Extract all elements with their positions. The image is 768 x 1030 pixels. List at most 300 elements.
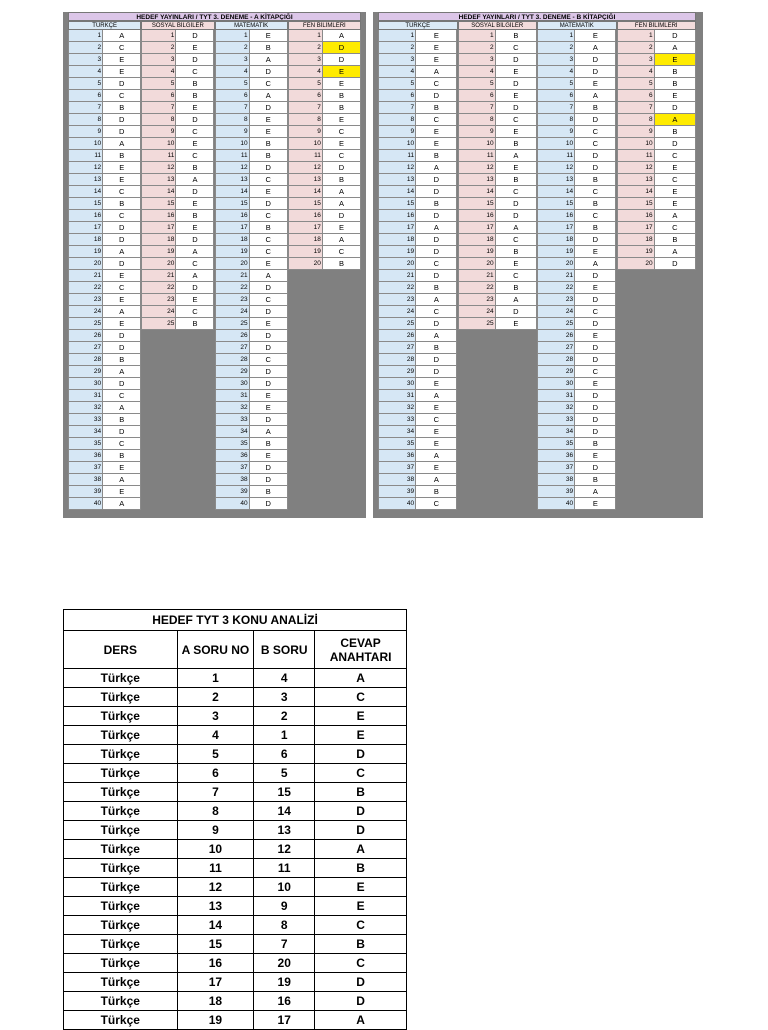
answer-row [215, 30, 288, 42]
answer-letter: E [496, 90, 537, 102]
answer-row [378, 270, 458, 282]
answer-row [141, 174, 214, 186]
question-number: 38 [378, 474, 416, 486]
table-row [64, 1011, 407, 1030]
answer-key-sheet-b [373, 12, 703, 518]
answer-row [215, 222, 288, 234]
answer-row [458, 42, 538, 54]
answer-row [288, 114, 361, 126]
a-soru-no-cell: 13 [177, 897, 254, 916]
answer-column [141, 30, 214, 510]
answer-letter: E [103, 162, 141, 174]
question-number: 17 [537, 222, 575, 234]
answer-letter: C [103, 42, 141, 54]
answer-letter: D [575, 162, 616, 174]
question-number: 16 [537, 210, 575, 222]
answer-row [537, 390, 617, 402]
question-number: 29 [215, 366, 250, 378]
answer-row [288, 210, 361, 222]
table-row [64, 916, 407, 935]
question-number: 13 [141, 174, 176, 186]
answer-row [215, 426, 288, 438]
answer-letter: D [416, 174, 457, 186]
answer-row [617, 66, 697, 78]
answer-row [141, 54, 214, 66]
sheet-a-columns [68, 30, 361, 510]
answer-letter: E [655, 54, 696, 66]
answer-letter: A [655, 42, 696, 54]
question-number: 24 [458, 306, 496, 318]
answer-row [617, 78, 697, 90]
answer-letter: C [103, 282, 141, 294]
answer-row [458, 234, 538, 246]
answer-letter: E [655, 198, 696, 210]
b-soru-cell: 12 [254, 840, 315, 859]
answer-row [378, 438, 458, 450]
answer-row [378, 330, 458, 342]
answer-letter: B [416, 102, 457, 114]
answer-letter: E [575, 330, 616, 342]
answer-letter: C [496, 186, 537, 198]
answer-row [68, 498, 141, 510]
answer-row [537, 270, 617, 282]
answer-letter: C [575, 210, 616, 222]
question-number: 1 [141, 30, 176, 42]
cevap-cell: C [315, 954, 407, 973]
question-number: 24 [537, 306, 575, 318]
answer-letter: A [176, 174, 214, 186]
answer-letter: D [103, 234, 141, 246]
answer-row [458, 78, 538, 90]
sheet-a-header-fen: FEN BİLİMLERİ [288, 21, 361, 30]
answer-row [537, 426, 617, 438]
question-number: 22 [141, 282, 176, 294]
answer-row [617, 234, 697, 246]
answer-letter: A [103, 30, 141, 42]
answer-letter: B [250, 150, 288, 162]
answer-row [617, 138, 697, 150]
answer-letter: E [176, 294, 214, 306]
question-number: 16 [68, 210, 103, 222]
answer-letter: E [323, 222, 361, 234]
answer-row [537, 222, 617, 234]
answer-letter: E [176, 222, 214, 234]
answer-letter: E [575, 498, 616, 510]
answer-row [68, 174, 141, 186]
answer-row [141, 90, 214, 102]
answer-row [141, 66, 214, 78]
question-number: 13 [215, 174, 250, 186]
question-number: 5 [141, 78, 176, 90]
question-number: 16 [378, 210, 416, 222]
table-row [64, 688, 407, 707]
answer-row [215, 186, 288, 198]
answer-letter: C [655, 174, 696, 186]
answer-letter: C [416, 258, 457, 270]
ders-cell: Türkçe [64, 745, 178, 764]
question-number: 15 [141, 198, 176, 210]
answer-row [378, 66, 458, 78]
answer-letter: A [103, 498, 141, 510]
question-number: 6 [141, 90, 176, 102]
ders-cell: Türkçe [64, 707, 178, 726]
table-row [64, 821, 407, 840]
answer-row [378, 174, 458, 186]
answer-letter: D [176, 186, 214, 198]
answer-row [215, 66, 288, 78]
answer-row [537, 102, 617, 114]
answer-letter: D [250, 378, 288, 390]
answer-row [458, 114, 538, 126]
answer-letter: A [655, 114, 696, 126]
answer-row [68, 366, 141, 378]
konu-analizi-table [63, 609, 407, 1030]
answer-row [458, 306, 538, 318]
answer-row [537, 438, 617, 450]
answer-letter: D [250, 102, 288, 114]
question-number: 20 [617, 258, 655, 270]
table-row [64, 707, 407, 726]
question-number: 9 [458, 126, 496, 138]
question-number: 18 [617, 234, 655, 246]
answer-row [537, 450, 617, 462]
answer-row [617, 174, 697, 186]
answer-row [617, 186, 697, 198]
answer-row [378, 390, 458, 402]
question-number: 4 [215, 66, 250, 78]
answer-letter: B [575, 174, 616, 186]
answer-letter: D [575, 234, 616, 246]
answer-row [68, 138, 141, 150]
answer-row [288, 66, 361, 78]
answer-row [215, 330, 288, 342]
question-number: 11 [68, 150, 103, 162]
header-ders: DERS [64, 631, 178, 669]
answer-row [458, 162, 538, 174]
question-number: 23 [378, 294, 416, 306]
b-soru-cell: 2 [254, 707, 315, 726]
answer-letter: C [176, 126, 214, 138]
ders-cell: Türkçe [64, 859, 178, 878]
question-number: 36 [537, 450, 575, 462]
question-number: 35 [215, 438, 250, 450]
answer-row [378, 30, 458, 42]
cevap-cell: C [315, 764, 407, 783]
answer-row [537, 414, 617, 426]
question-number: 38 [215, 474, 250, 486]
answer-letter: D [655, 138, 696, 150]
answer-row [68, 186, 141, 198]
answer-letter: B [416, 198, 457, 210]
answer-letter: D [575, 426, 616, 438]
answer-row [378, 258, 458, 270]
table-row [64, 897, 407, 916]
question-number: 12 [288, 162, 323, 174]
answer-row [141, 42, 214, 54]
answer-row [215, 102, 288, 114]
question-number: 2 [617, 42, 655, 54]
question-number: 10 [215, 138, 250, 150]
answer-row [141, 162, 214, 174]
question-number: 10 [288, 138, 323, 150]
question-number: 20 [215, 258, 250, 270]
question-number: 26 [215, 330, 250, 342]
question-number: 4 [141, 66, 176, 78]
table-row [64, 954, 407, 973]
answer-letter: E [416, 54, 457, 66]
answer-row [537, 366, 617, 378]
konu-analizi-body [64, 669, 407, 1030]
question-number: 14 [537, 186, 575, 198]
answer-letter: E [323, 138, 361, 150]
ders-cell: Türkçe [64, 840, 178, 859]
answer-row [378, 246, 458, 258]
answer-letter: C [103, 210, 141, 222]
answer-row [288, 174, 361, 186]
answer-letter: D [103, 222, 141, 234]
question-number: 12 [378, 162, 416, 174]
question-number: 8 [215, 114, 250, 126]
answer-row [215, 486, 288, 498]
answer-letter: B [103, 150, 141, 162]
answer-row [215, 42, 288, 54]
answer-row [537, 126, 617, 138]
cevap-cell: B [315, 859, 407, 878]
answer-letter: D [575, 270, 616, 282]
answer-row [378, 474, 458, 486]
answer-letter: E [416, 138, 457, 150]
answer-letter: C [176, 306, 214, 318]
answer-row [458, 174, 538, 186]
answer-row [68, 54, 141, 66]
answer-row [68, 222, 141, 234]
answer-row [288, 198, 361, 210]
answer-row [215, 318, 288, 330]
question-number: 29 [537, 366, 575, 378]
answer-row [537, 234, 617, 246]
answer-letter: A [416, 162, 457, 174]
answer-letter: B [103, 414, 141, 426]
a-soru-no-cell: 8 [177, 802, 254, 821]
header-b-soru: B SORU [254, 631, 315, 669]
answer-row [68, 402, 141, 414]
question-number: 30 [378, 378, 416, 390]
answer-letter: D [250, 306, 288, 318]
answer-letter: E [496, 66, 537, 78]
question-number: 39 [537, 486, 575, 498]
question-number: 34 [68, 426, 103, 438]
answer-row [537, 78, 617, 90]
a-soru-no-cell: 2 [177, 688, 254, 707]
answer-row [215, 414, 288, 426]
answer-row [288, 126, 361, 138]
answer-row [68, 342, 141, 354]
answer-letter: C [496, 114, 537, 126]
answer-row [458, 90, 538, 102]
answer-letter: A [575, 258, 616, 270]
cevap-cell: D [315, 745, 407, 764]
answer-letter: D [250, 474, 288, 486]
question-number: 26 [68, 330, 103, 342]
answer-letter: D [250, 414, 288, 426]
answer-letter: E [250, 318, 288, 330]
question-number: 5 [68, 78, 103, 90]
answer-row [141, 186, 214, 198]
answer-letter: D [416, 234, 457, 246]
answer-letter: B [103, 198, 141, 210]
answer-letter: C [323, 150, 361, 162]
b-soru-cell: 4 [254, 669, 315, 688]
answer-letter: A [416, 294, 457, 306]
answer-row [215, 342, 288, 354]
question-number: 18 [215, 234, 250, 246]
answer-letter: D [176, 54, 214, 66]
answer-letter: B [250, 486, 288, 498]
question-number: 20 [537, 258, 575, 270]
ders-cell: Türkçe [64, 802, 178, 821]
answer-row [141, 282, 214, 294]
answer-letter: E [416, 426, 457, 438]
a-soru-no-cell: 6 [177, 764, 254, 783]
answer-letter: D [496, 210, 537, 222]
answer-row [215, 354, 288, 366]
answer-letter: C [575, 126, 616, 138]
answer-letter: C [250, 294, 288, 306]
b-soru-cell: 10 [254, 878, 315, 897]
table-row [64, 745, 407, 764]
answer-letter: D [655, 258, 696, 270]
answer-letter: B [575, 102, 616, 114]
question-number: 15 [68, 198, 103, 210]
answer-row [378, 90, 458, 102]
answer-letter: E [250, 30, 288, 42]
answer-row [288, 30, 361, 42]
answer-letter: D [250, 162, 288, 174]
answer-row [537, 54, 617, 66]
answer-row [537, 354, 617, 366]
answer-row [378, 210, 458, 222]
question-number: 28 [68, 354, 103, 366]
answer-letter: D [103, 114, 141, 126]
a-soru-no-cell: 18 [177, 992, 254, 1011]
question-number: 37 [378, 462, 416, 474]
answer-letter: D [416, 90, 457, 102]
question-number: 10 [458, 138, 496, 150]
answer-row [68, 270, 141, 282]
answer-row [537, 378, 617, 390]
b-soru-cell: 11 [254, 859, 315, 878]
answer-row [215, 150, 288, 162]
a-soru-no-cell: 4 [177, 726, 254, 745]
question-number: 8 [458, 114, 496, 126]
question-number: 36 [215, 450, 250, 462]
question-number: 15 [215, 198, 250, 210]
answer-row [537, 330, 617, 342]
answer-row [617, 210, 697, 222]
answer-letter: A [655, 210, 696, 222]
answer-row [378, 318, 458, 330]
question-number: 7 [617, 102, 655, 114]
answer-letter: D [323, 54, 361, 66]
answer-letter: E [323, 114, 361, 126]
answer-letter: B [416, 150, 457, 162]
b-soru-cell: 9 [254, 897, 315, 916]
answer-row [68, 486, 141, 498]
sheet-a-header-sosyal: SOSYAL BİLGİLER [141, 21, 214, 30]
answer-row [68, 426, 141, 438]
b-soru-cell: 7 [254, 935, 315, 954]
ders-cell: Türkçe [64, 878, 178, 897]
question-number: 29 [378, 366, 416, 378]
question-number: 9 [141, 126, 176, 138]
answer-letter: B [655, 234, 696, 246]
question-number: 12 [617, 162, 655, 174]
answer-letter: B [176, 318, 214, 330]
question-number: 21 [215, 270, 250, 282]
question-number: 1 [537, 30, 575, 42]
answer-letter: D [416, 186, 457, 198]
answer-letter: E [176, 138, 214, 150]
question-number: 1 [617, 30, 655, 42]
answer-letter: D [575, 402, 616, 414]
answer-row [141, 222, 214, 234]
question-number: 22 [215, 282, 250, 294]
answer-row [141, 126, 214, 138]
answer-letter: C [655, 222, 696, 234]
question-number: 3 [617, 54, 655, 66]
answer-letter: E [323, 66, 361, 78]
answer-letter: C [176, 66, 214, 78]
question-number: 19 [215, 246, 250, 258]
question-number: 40 [378, 498, 416, 510]
answer-row [141, 78, 214, 90]
answer-row [288, 162, 361, 174]
answer-row [537, 42, 617, 54]
table-row [64, 726, 407, 745]
question-number: 21 [537, 270, 575, 282]
question-number: 37 [537, 462, 575, 474]
answer-letter: B [575, 474, 616, 486]
answer-row [141, 114, 214, 126]
question-number: 6 [617, 90, 655, 102]
answer-row [378, 426, 458, 438]
cevap-cell: E [315, 726, 407, 745]
answer-letter: C [323, 126, 361, 138]
answer-letter: B [176, 90, 214, 102]
answer-row [378, 282, 458, 294]
ders-cell: Türkçe [64, 764, 178, 783]
answer-row [68, 330, 141, 342]
answer-letter: E [416, 42, 457, 54]
question-number: 8 [288, 114, 323, 126]
question-number: 17 [288, 222, 323, 234]
answer-letter: B [655, 126, 696, 138]
answer-row [68, 474, 141, 486]
answer-row [215, 474, 288, 486]
answer-row [537, 498, 617, 510]
answer-row [378, 378, 458, 390]
answer-row [617, 162, 697, 174]
answer-letter: E [496, 126, 537, 138]
question-number: 39 [215, 486, 250, 498]
question-number: 3 [378, 54, 416, 66]
question-number: 9 [68, 126, 103, 138]
answer-row [141, 234, 214, 246]
answer-letter: A [496, 294, 537, 306]
a-soru-no-cell: 11 [177, 859, 254, 878]
answer-row [288, 258, 361, 270]
answer-letter: D [416, 210, 457, 222]
